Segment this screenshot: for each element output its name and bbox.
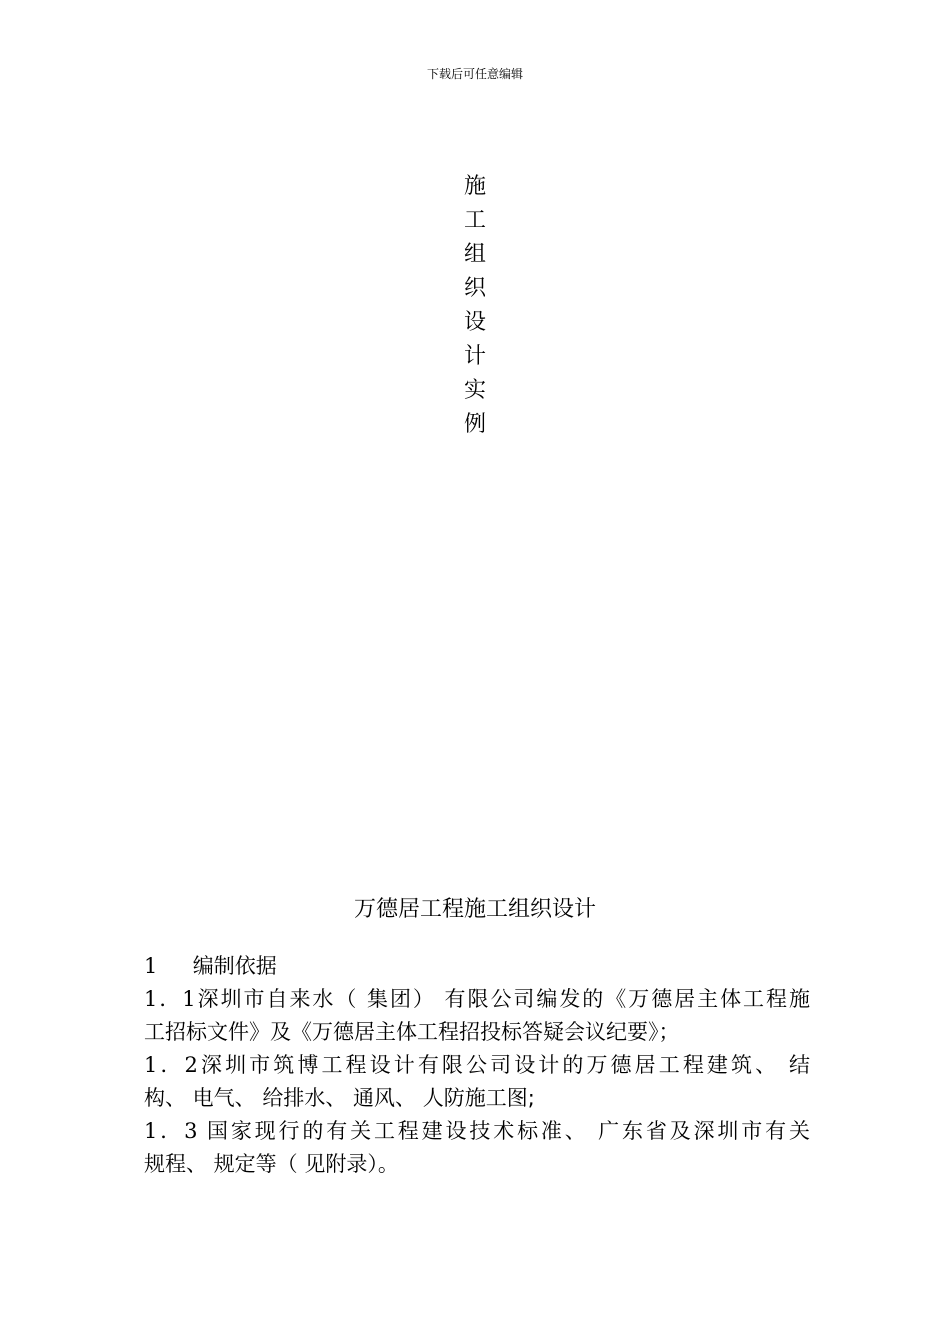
item-number: 1．1 xyxy=(144,987,196,1011)
list-item xyxy=(144,1115,810,1181)
cover-title-char: 计 xyxy=(463,344,486,369)
section-1 xyxy=(144,950,810,1181)
item-text: 深圳市筑博工程设计有限公司设计的万德居工程建筑、 结 xyxy=(197,1053,810,1077)
cover-title-char: 工 xyxy=(463,208,486,233)
page-header-note: 下载后可任意编辑 xyxy=(426,67,523,81)
list-item xyxy=(144,1049,810,1115)
section-number: 1 xyxy=(144,954,158,978)
item-text: 深圳市自来水（ 集团） 有限公司编发的《万德居主体工程施 xyxy=(195,987,810,1011)
paragraph-line xyxy=(144,983,810,1016)
item-text: 构、 电气、 给排水、 通风、 人防施工图; xyxy=(144,1086,535,1110)
cover-title-char: 施 xyxy=(463,174,486,199)
item-text: 规程、 规定等（ 见附录）。 xyxy=(144,1152,399,1176)
paragraph-line xyxy=(144,1016,810,1049)
item-text: 工招标文件》及《万德居主体工程招投标答疑会议纪要》； xyxy=(144,1020,680,1044)
section-heading-text: 编制依据 xyxy=(192,954,277,978)
cover-title-char: 织 xyxy=(463,276,486,301)
paragraph-line xyxy=(144,1148,810,1181)
section-heading xyxy=(144,950,810,983)
item-number: 1．3 xyxy=(144,1119,198,1143)
cover-vertical-title xyxy=(455,170,495,442)
paragraph-line xyxy=(144,1115,810,1148)
item-number: 1．2 xyxy=(144,1053,198,1077)
document-title: 万德居工程施工组织设计 xyxy=(353,897,596,922)
paragraph-line xyxy=(144,1049,810,1082)
list-item xyxy=(144,983,810,1049)
cover-title-char: 实 xyxy=(463,378,486,403)
paragraph-line xyxy=(144,1082,810,1115)
cover-title-char: 例 xyxy=(463,412,486,437)
item-text: 国家现行的有关工程建设技术标准、 广东省及深圳市有关 xyxy=(197,1119,810,1143)
cover-title-char: 设 xyxy=(463,310,486,335)
cover-title-char: 组 xyxy=(463,242,486,267)
